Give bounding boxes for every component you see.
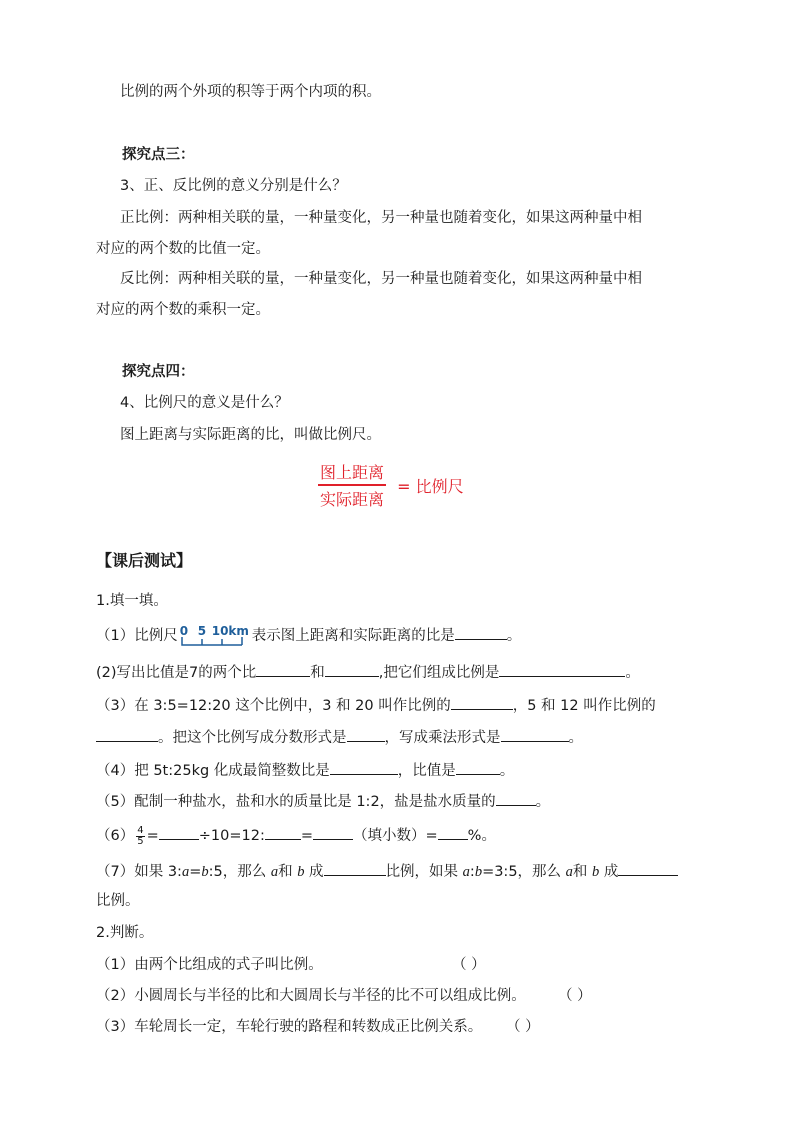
direct-proportion-line1: 正比例：两种相关联的量，一种量变化，另一种量也随着变化，如果这两种量中相: [120, 210, 642, 226]
formula-fraction: [318, 460, 386, 510]
q2-text-a: (2)写出比值是7的两个比: [96, 665, 257, 681]
q6-blank-1[interactable]: [159, 825, 199, 840]
q4-text-b: ，比值是: [397, 763, 456, 779]
q6-fraction-denominator: 5: [137, 835, 144, 847]
direct-proportion-line2: 对应的两个数的比值一定。: [96, 241, 270, 257]
q5-end: 。: [535, 794, 551, 810]
q6-prefix: （6）: [96, 828, 135, 844]
scale-label-0: 0: [179, 624, 189, 638]
q2-end: 。: [625, 665, 640, 681]
q6-blank-3[interactable]: [313, 825, 353, 840]
scale-bar-graphic: [180, 625, 250, 647]
q7-text-f: 比例，如果: [385, 864, 463, 880]
q7-text-b: =: [189, 864, 202, 880]
inverse-proportion-line1: 反比例：两种相关联的量，一种量变化，另一种量也随着变化，如果这两种量中相: [120, 271, 642, 287]
q7-var-b3: b: [474, 864, 483, 880]
judge-2-answer[interactable]: （ ）: [558, 988, 592, 1004]
q7-var-a3: a: [462, 864, 470, 880]
q7-text-j: 成: [599, 864, 619, 880]
question-3-line1: [96, 695, 656, 715]
q2-blank-2[interactable]: [325, 662, 379, 677]
q7-var-a: a: [181, 864, 190, 880]
q3-text-c: 。把这个比例写成分数形式是: [158, 730, 347, 746]
judge-3-text: （3）车轮周长一定，车轮行驶的路程和转数成正比例关系。: [96, 1019, 483, 1035]
q6-blank-4[interactable]: [438, 825, 468, 840]
q2-text-c: ,把它们组成比例是: [378, 665, 500, 681]
q7-text-e: 成: [304, 864, 324, 880]
q3-blank-1[interactable]: [451, 695, 513, 710]
q6-eq: =: [146, 828, 159, 844]
q2-blank-3[interactable]: [499, 662, 625, 677]
q7-text-c: :5，那么: [208, 864, 271, 880]
part2-heading: 2.判断。: [96, 925, 154, 941]
q7-text-g: :: [469, 864, 475, 880]
scale-formula: [318, 460, 464, 510]
q6-fraction-numerator: 4: [137, 824, 144, 836]
q3-blank-4[interactable]: [501, 727, 569, 742]
q7-var-b4: b: [592, 864, 600, 880]
part1-heading: 1.填一填。: [96, 593, 168, 609]
q3-text-b: ，5 和 12 叫作比例的: [512, 698, 656, 714]
q5-text: （5）配制一种盐水，盐和水的质量比是 1:2，盐是盐水质量的: [96, 794, 496, 810]
q4-blank-2[interactable]: [456, 760, 500, 775]
q4-end: 。: [499, 763, 515, 779]
section4-question: 4、比例尺的意义是什么？: [120, 395, 289, 411]
q7-text-i: 和: [572, 864, 593, 880]
q3-text-d: ，写成乘法形式是: [384, 730, 501, 746]
inverse-proportion-line2: 对应的两个数的乘积一定。: [96, 302, 270, 318]
q3-blank-2[interactable]: [96, 727, 158, 742]
q4-blank-1[interactable]: [330, 760, 398, 775]
q1-prefix: （1）比例尺: [96, 628, 178, 644]
question-1: [96, 625, 521, 647]
question-7-line2: 比例。: [96, 893, 140, 909]
test-title: 【课后测试】: [96, 551, 193, 570]
q7-text-h: =3:5，那么: [482, 864, 566, 880]
judge-2-text: （2）小圆周长与半径的比和大圆周长与半径的比不可以组成比例。: [96, 988, 526, 1004]
q1-end: 。: [506, 628, 522, 644]
intro-text: 比例的两个外项的积等于两个内项的积。: [120, 84, 381, 100]
formula-rhs: = 比例尺: [397, 476, 464, 496]
q3-text-a: （3）在 3:5=12:20 这个比例中，3 和 20 叫作比例的: [96, 698, 451, 714]
section3-question: 3、正、反比例的意义分别是什么？: [120, 178, 347, 194]
formula-numerator: 图上距离: [318, 460, 386, 486]
formula-denominator: 实际距离: [320, 490, 385, 509]
q6-fraction: [136, 826, 144, 847]
question-6: [96, 825, 496, 847]
q7-blank-1[interactable]: [324, 861, 386, 876]
section4-heading: 探究点四：: [122, 364, 195, 380]
q7-var-b: b: [201, 864, 209, 880]
q7-var-a2: a: [270, 864, 279, 880]
q3-blank-3[interactable]: [347, 727, 385, 742]
question-7-line1: [96, 861, 678, 881]
q7-text-d: 和: [278, 864, 298, 880]
question-4: [96, 760, 514, 780]
q7-blank-2[interactable]: [618, 861, 678, 876]
q7-text-a: （7）如果 3:: [96, 864, 182, 880]
q2-blank-1[interactable]: [256, 662, 310, 677]
section3-heading: 探究点三：: [122, 147, 195, 163]
q6-paren: （填小数）=: [353, 828, 438, 844]
question-3-line2: [96, 727, 583, 747]
scale-label-5: 5: [197, 624, 207, 638]
scale-label-10km: 10km: [211, 624, 249, 638]
q6-pct: %。: [467, 828, 496, 844]
q3-end: 。: [568, 730, 583, 746]
q5-blank[interactable]: [496, 791, 536, 806]
q6-div: ÷10=12:: [198, 828, 265, 844]
judge-1-answer[interactable]: （ ）: [452, 957, 486, 973]
q1-suffix: 表示图上距离和实际距离的比是: [251, 628, 455, 644]
q1-answer-blank[interactable]: [455, 625, 507, 640]
q6-blank-2[interactable]: [265, 825, 301, 840]
q7-var-a4: a: [565, 864, 573, 880]
q6-eq2: =: [300, 828, 314, 844]
q4-text-a: （4）把 5t:25kg 化成最简整数比是: [96, 763, 330, 779]
q2-text-b: 和: [310, 665, 325, 681]
question-2: [96, 662, 640, 682]
q7-var-b2: b: [297, 864, 305, 880]
question-5: [96, 791, 550, 811]
judge-3-answer[interactable]: （ ）: [506, 1019, 540, 1035]
section4-answer: 图上距离与实际距离的比，叫做比例尺。: [120, 427, 381, 443]
judge-1-text: （1）由两个比组成的式子叫比例。: [96, 957, 323, 973]
